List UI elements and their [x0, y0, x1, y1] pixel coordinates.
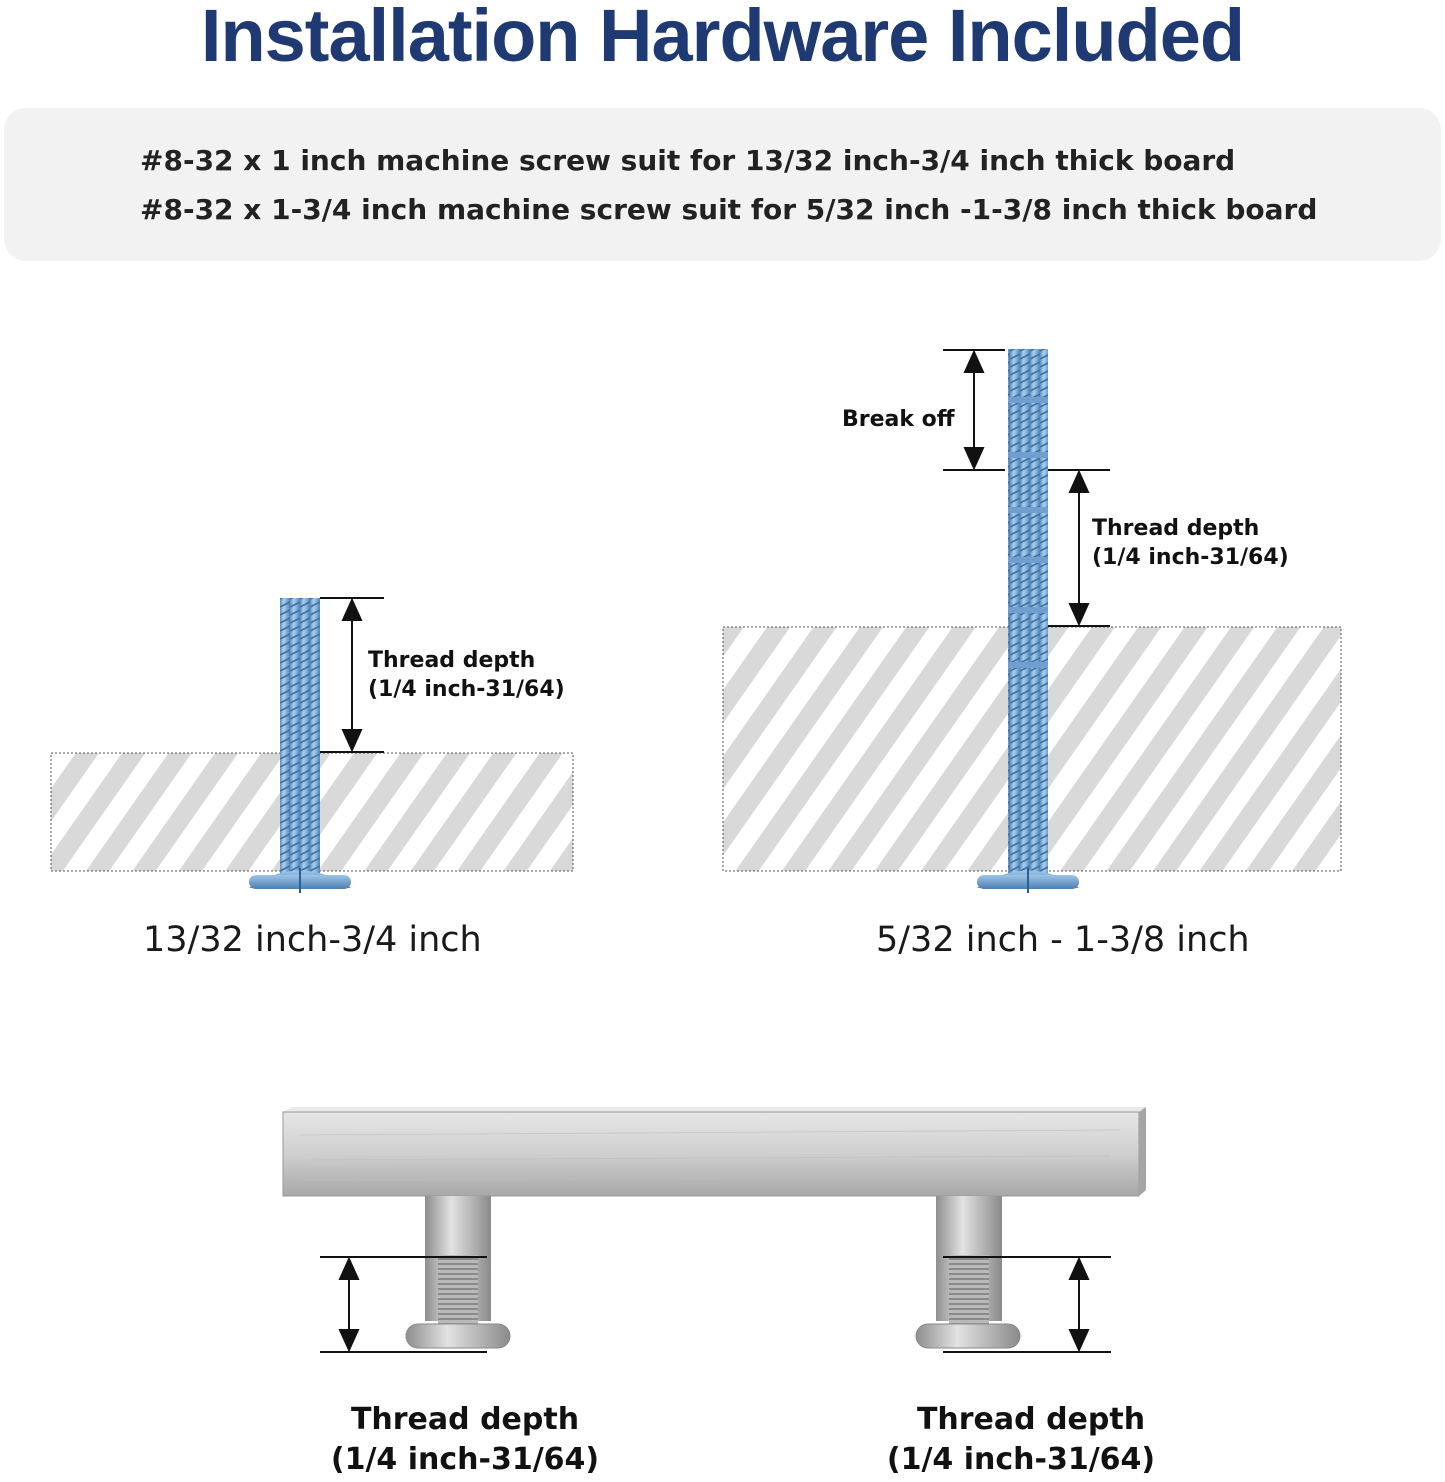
spec-line-short-screw: #8-32 x 1 inch machine screw suit for 13/32 inch-3/4 inch thick board — [140, 144, 1236, 177]
handle-right-thread-label: Thread depth — [916, 1402, 1146, 1437]
left-board-range: 13/32 inch-3/4 inch — [143, 920, 482, 960]
left-board-diagram — [51, 598, 573, 893]
right-board-range: 5/32 inch - 1-3/8 inch — [876, 920, 1250, 960]
right-thread-range: (1/4 inch-31/64) — [1092, 545, 1289, 570]
handle-left-thread-range: (1/4 inch-31/64) — [330, 1442, 600, 1477]
page-title: Installation Hardware Included — [200, 0, 1245, 77]
cabinet-handle-icon — [283, 1107, 1146, 1348]
right-board-diagram — [723, 349, 1341, 893]
left-thread-label: Thread depth — [368, 648, 536, 673]
handle-left-thread-label: Thread depth — [350, 1402, 580, 1437]
right-thread-label: Thread depth — [1092, 516, 1260, 541]
spec-line-long-screw: #8-32 x 1-3/4 inch machine screw suit for 5/32 inch -1-3/8 inch thick board — [140, 193, 1318, 226]
break-off-label: Break off — [842, 407, 955, 432]
left-thread-range: (1/4 inch-31/64) — [368, 677, 565, 702]
handle-right-thread-range: (1/4 inch-31/64) — [886, 1442, 1156, 1477]
